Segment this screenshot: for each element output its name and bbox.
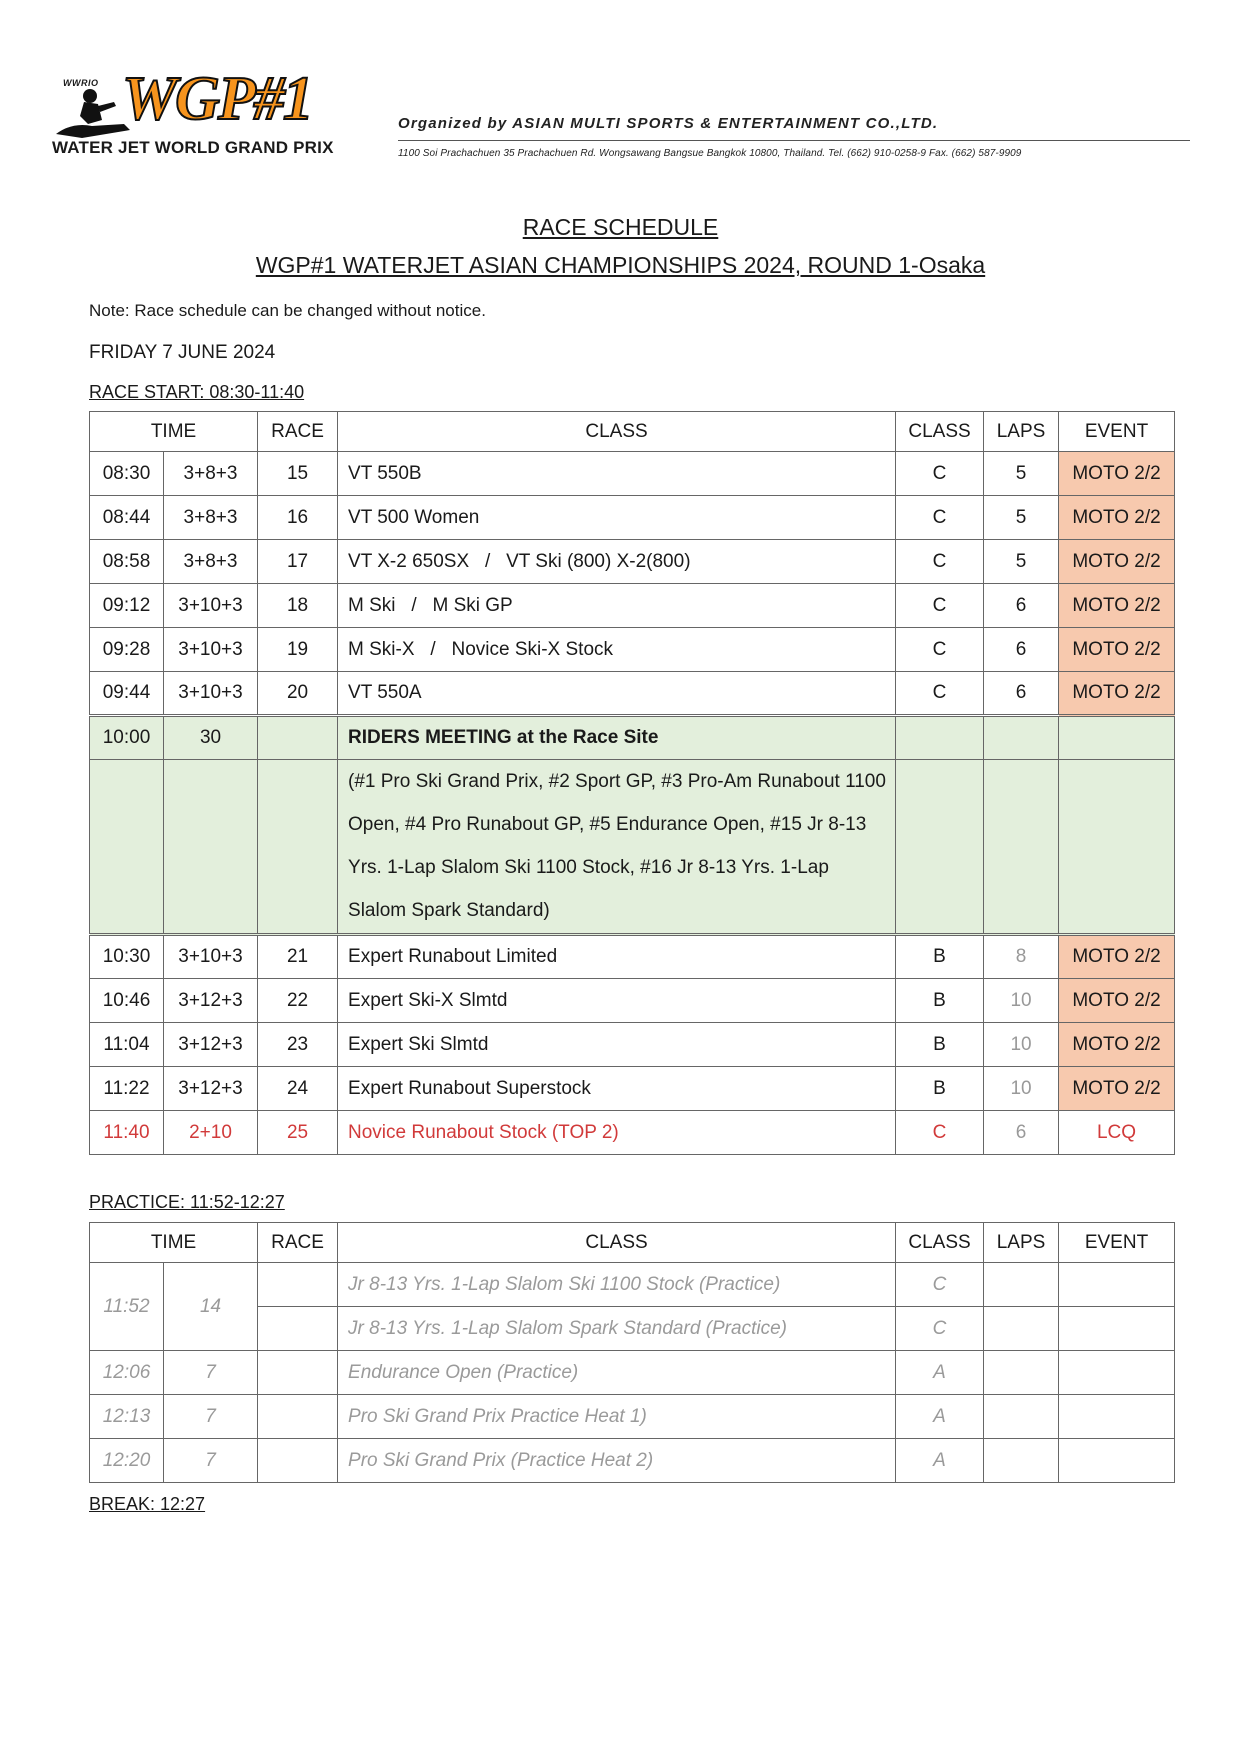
table-row xyxy=(90,452,1175,496)
race-cell xyxy=(258,1263,338,1307)
class-name-cell: VT 500 Women xyxy=(338,496,896,540)
table-header-row xyxy=(90,1223,1175,1263)
col-header-time: TIME xyxy=(90,1223,258,1263)
table-row xyxy=(90,1263,1175,1307)
event-cell: MOTO 2/2 xyxy=(1059,1067,1175,1111)
meeting-title: RIDERS MEETING at the Race Site xyxy=(338,716,896,760)
table-row xyxy=(90,628,1175,672)
class-cell: C xyxy=(896,496,984,540)
logo-wordmark: WGP#1 xyxy=(122,65,312,133)
header-divider xyxy=(398,140,1190,141)
class-cell: C xyxy=(896,1263,984,1307)
break-label: BREAK: 12:27 xyxy=(89,1494,206,1514)
class-cell: A xyxy=(896,1351,984,1395)
class-name-cell: Jr 8-13 Yrs. 1-Lap Slalom Ski 1100 Stock (Practice) xyxy=(338,1263,896,1307)
class-cell xyxy=(896,716,984,760)
event-cell: MOTO 2/2 xyxy=(1059,584,1175,628)
laps-cell: 5 xyxy=(984,540,1059,584)
class-name-cell: Novice Runabout Stock (TOP 2) xyxy=(338,1111,896,1155)
laps-cell xyxy=(984,1351,1059,1395)
col-header-event: EVENT xyxy=(1059,412,1175,452)
format-cell: 3+10+3 xyxy=(164,672,258,716)
laps-cell: 6 xyxy=(984,584,1059,628)
laps-cell xyxy=(984,1307,1059,1351)
class-cell: A xyxy=(896,1395,984,1439)
class-cell: C xyxy=(896,540,984,584)
table-row xyxy=(90,979,1175,1023)
race-cell: 24 xyxy=(258,1067,338,1111)
laps-cell xyxy=(984,1263,1059,1307)
race-cell: 25 xyxy=(258,1111,338,1155)
laps-cell: 5 xyxy=(984,496,1059,540)
event-cell: MOTO 2/2 xyxy=(1059,1023,1175,1067)
event-cell xyxy=(1059,716,1175,760)
event-cell xyxy=(1059,1263,1175,1307)
empty-cell xyxy=(984,760,1059,935)
duration-cell: 7 xyxy=(164,1439,258,1483)
time-cell: 08:58 xyxy=(90,540,164,584)
empty-cell xyxy=(90,760,164,935)
event-cell xyxy=(1059,1351,1175,1395)
format-cell: 3+12+3 xyxy=(164,979,258,1023)
duration-cell: 7 xyxy=(164,1395,258,1439)
event-cell: MOTO 2/2 xyxy=(1059,979,1175,1023)
class-name-cell: Expert Runabout Superstock xyxy=(338,1067,896,1111)
race-cell: 19 xyxy=(258,628,338,672)
class-name-cell: Expert Ski-X Slmtd xyxy=(338,979,896,1023)
time-cell: 11:52 xyxy=(90,1263,164,1351)
time-cell: 08:44 xyxy=(90,496,164,540)
event-cell: MOTO 2/2 xyxy=(1059,452,1175,496)
time-cell: 12:06 xyxy=(90,1351,164,1395)
laps-cell: 5 xyxy=(984,452,1059,496)
race-cell xyxy=(258,1351,338,1395)
table-row xyxy=(90,540,1175,584)
laps-cell: 8 xyxy=(984,935,1059,979)
class-name-cell: Expert Ski Slmtd xyxy=(338,1023,896,1067)
time-cell: 08:30 xyxy=(90,452,164,496)
format-cell: 3+8+3 xyxy=(164,496,258,540)
race-cell: 22 xyxy=(258,979,338,1023)
class-name-cell: Endurance Open (Practice) xyxy=(338,1351,896,1395)
class-cell: B xyxy=(896,979,984,1023)
time-cell: 10:30 xyxy=(90,935,164,979)
empty-cell xyxy=(1059,760,1175,935)
table-header-row xyxy=(90,412,1175,452)
logo-tagline: WATER JET WORLD GRAND PRIX xyxy=(52,138,334,157)
class-name-cell: Pro Ski Grand Prix Practice Heat 1) xyxy=(338,1395,896,1439)
time-cell: 09:12 xyxy=(90,584,164,628)
event-cell: MOTO 2/2 xyxy=(1059,935,1175,979)
race-start-label: RACE START: 08:30-11:40 xyxy=(89,382,305,402)
class-cell: C xyxy=(896,1307,984,1351)
class-name-cell: Expert Runabout Limited xyxy=(338,935,896,979)
table-row xyxy=(90,584,1175,628)
event-cell: MOTO 2/2 xyxy=(1059,628,1175,672)
time-cell: 11:40 xyxy=(90,1111,164,1155)
class-cell: C xyxy=(896,584,984,628)
duration-cell: 30 xyxy=(164,716,258,760)
class-cell: C xyxy=(896,628,984,672)
practice-label: PRACTICE: 11:52-12:27 xyxy=(89,1192,285,1212)
event-cell: MOTO 2/2 xyxy=(1059,496,1175,540)
class-cell: B xyxy=(896,935,984,979)
duration-cell: 14 xyxy=(164,1263,258,1351)
riders-meeting-row xyxy=(90,716,1175,760)
race-cell: 17 xyxy=(258,540,338,584)
race-cell: 15 xyxy=(258,452,338,496)
time-cell: 12:13 xyxy=(90,1395,164,1439)
col-header-event: EVENT xyxy=(1059,1223,1175,1263)
table-row xyxy=(90,1067,1175,1111)
time-cell: 12:20 xyxy=(90,1439,164,1483)
table-row xyxy=(90,1351,1175,1395)
schedule-note: Note: Race schedule can be changed without notice. xyxy=(89,301,486,320)
organizer-text: Organized by ASIAN MULTI SPORTS & ENTERTAINMENT CO.,LTD. xyxy=(398,115,939,132)
class-name-cell: M Ski / M Ski GP xyxy=(338,584,896,628)
col-header-class-name: CLASS xyxy=(338,1223,896,1263)
empty-cell xyxy=(164,760,258,935)
col-header-laps: LAPS xyxy=(984,1223,1059,1263)
race-cell xyxy=(258,1439,338,1483)
format-cell: 3+12+3 xyxy=(164,1023,258,1067)
class-cell: A xyxy=(896,1439,984,1483)
meeting-details: (#1 Pro Ski Grand Prix, #2 Sport GP, #3 Pro-Am Runabout 1100 Open, #4 Pro Runabout GP, #5 Endurance Open, #15 Jr 8-13 Yrs. 1-Lap Slalom Ski 1100 Stock, #16 Jr 8-13 Yrs. 1-Lap Slalom Spark Standard) xyxy=(338,760,896,935)
laps-cell: 6 xyxy=(984,672,1059,716)
race-cell xyxy=(258,1307,338,1351)
practice-schedule-table xyxy=(89,1222,1175,1483)
laps-cell: 6 xyxy=(984,1111,1059,1155)
laps-cell xyxy=(984,1395,1059,1439)
race-cell: 18 xyxy=(258,584,338,628)
event-cell xyxy=(1059,1439,1175,1483)
time-cell: 10:00 xyxy=(90,716,164,760)
format-cell: 3+12+3 xyxy=(164,1067,258,1111)
format-cell: 3+8+3 xyxy=(164,452,258,496)
wgp-logo xyxy=(50,65,380,162)
logo-top-text: WWRIO xyxy=(63,78,99,88)
class-cell: B xyxy=(896,1067,984,1111)
laps-cell: 10 xyxy=(984,1067,1059,1111)
class-name-cell: Pro Ski Grand Prix (Practice Heat 2) xyxy=(338,1439,896,1483)
duration-cell: 7 xyxy=(164,1351,258,1395)
col-header-race: RACE xyxy=(258,1223,338,1263)
race-cell: 23 xyxy=(258,1023,338,1067)
race-cell: 20 xyxy=(258,672,338,716)
class-name-cell: VT X-2 650SX / VT Ski (800) X-2(800) xyxy=(338,540,896,584)
table-row xyxy=(90,1023,1175,1067)
race-cell xyxy=(258,1395,338,1439)
event-cell xyxy=(1059,1395,1175,1439)
event-cell: MOTO 2/2 xyxy=(1059,540,1175,584)
time-cell: 10:46 xyxy=(90,979,164,1023)
col-header-class-name: CLASS xyxy=(338,412,896,452)
format-cell: 3+10+3 xyxy=(164,935,258,979)
event-cell: MOTO 2/2 xyxy=(1059,672,1175,716)
riders-meeting-details-row xyxy=(90,760,1175,935)
class-name-cell: Jr 8-13 Yrs. 1-Lap Slalom Spark Standard (Practice) xyxy=(338,1307,896,1351)
format-cell: 2+10 xyxy=(164,1111,258,1155)
race-cell: 16 xyxy=(258,496,338,540)
event-cell: LCQ xyxy=(1059,1111,1175,1155)
table-row xyxy=(90,1395,1175,1439)
empty-cell xyxy=(258,760,338,935)
col-header-laps: LAPS xyxy=(984,412,1059,452)
laps-cell xyxy=(984,716,1059,760)
event-cell xyxy=(1059,1307,1175,1351)
race-cell: 21 xyxy=(258,935,338,979)
time-cell: 09:28 xyxy=(90,628,164,672)
schedule-day: FRIDAY 7 JUNE 2024 xyxy=(89,342,276,363)
col-header-class: CLASS xyxy=(896,1223,984,1263)
class-cell: C xyxy=(896,672,984,716)
time-cell: 11:04 xyxy=(90,1023,164,1067)
race-schedule-table xyxy=(89,411,1175,1155)
table-row xyxy=(90,496,1175,540)
table-row xyxy=(90,935,1175,979)
format-cell: 3+8+3 xyxy=(164,540,258,584)
class-cell: C xyxy=(896,452,984,496)
class-name-cell: M Ski-X / Novice Ski-X Stock xyxy=(338,628,896,672)
document-subtitle: WGP#1 WATERJET ASIAN CHAMPIONSHIPS 2024, ROUND 1-Osaka xyxy=(255,252,986,278)
format-cell: 3+10+3 xyxy=(164,584,258,628)
organizer-address: 1100 Soi Prachachuen 35 Prachachuen Rd. Wongsawang Bangsue Bangkok 10800, Thailand. Tel. (662) 910-0258-9 Fax. (662) 587-9909 xyxy=(398,148,1022,159)
race-cell xyxy=(258,716,338,760)
table-row xyxy=(90,672,1175,716)
format-cell: 3+10+3 xyxy=(164,628,258,672)
laps-cell: 6 xyxy=(984,628,1059,672)
laps-cell: 10 xyxy=(984,1023,1059,1067)
class-cell: B xyxy=(896,1023,984,1067)
empty-cell xyxy=(896,760,984,935)
col-header-race: RACE xyxy=(258,412,338,452)
class-cell: C xyxy=(896,1111,984,1155)
class-name-cell: VT 550A xyxy=(338,672,896,716)
col-header-time: TIME xyxy=(90,412,258,452)
time-cell: 09:44 xyxy=(90,672,164,716)
laps-cell xyxy=(984,1439,1059,1483)
col-header-class: CLASS xyxy=(896,412,984,452)
document-title: RACE SCHEDULE xyxy=(522,214,719,240)
time-cell: 11:22 xyxy=(90,1067,164,1111)
laps-cell: 10 xyxy=(984,979,1059,1023)
lcq-row xyxy=(90,1111,1175,1155)
class-name-cell: VT 550B xyxy=(338,452,896,496)
table-row xyxy=(90,1439,1175,1483)
jetski-rider-icon xyxy=(52,82,132,142)
